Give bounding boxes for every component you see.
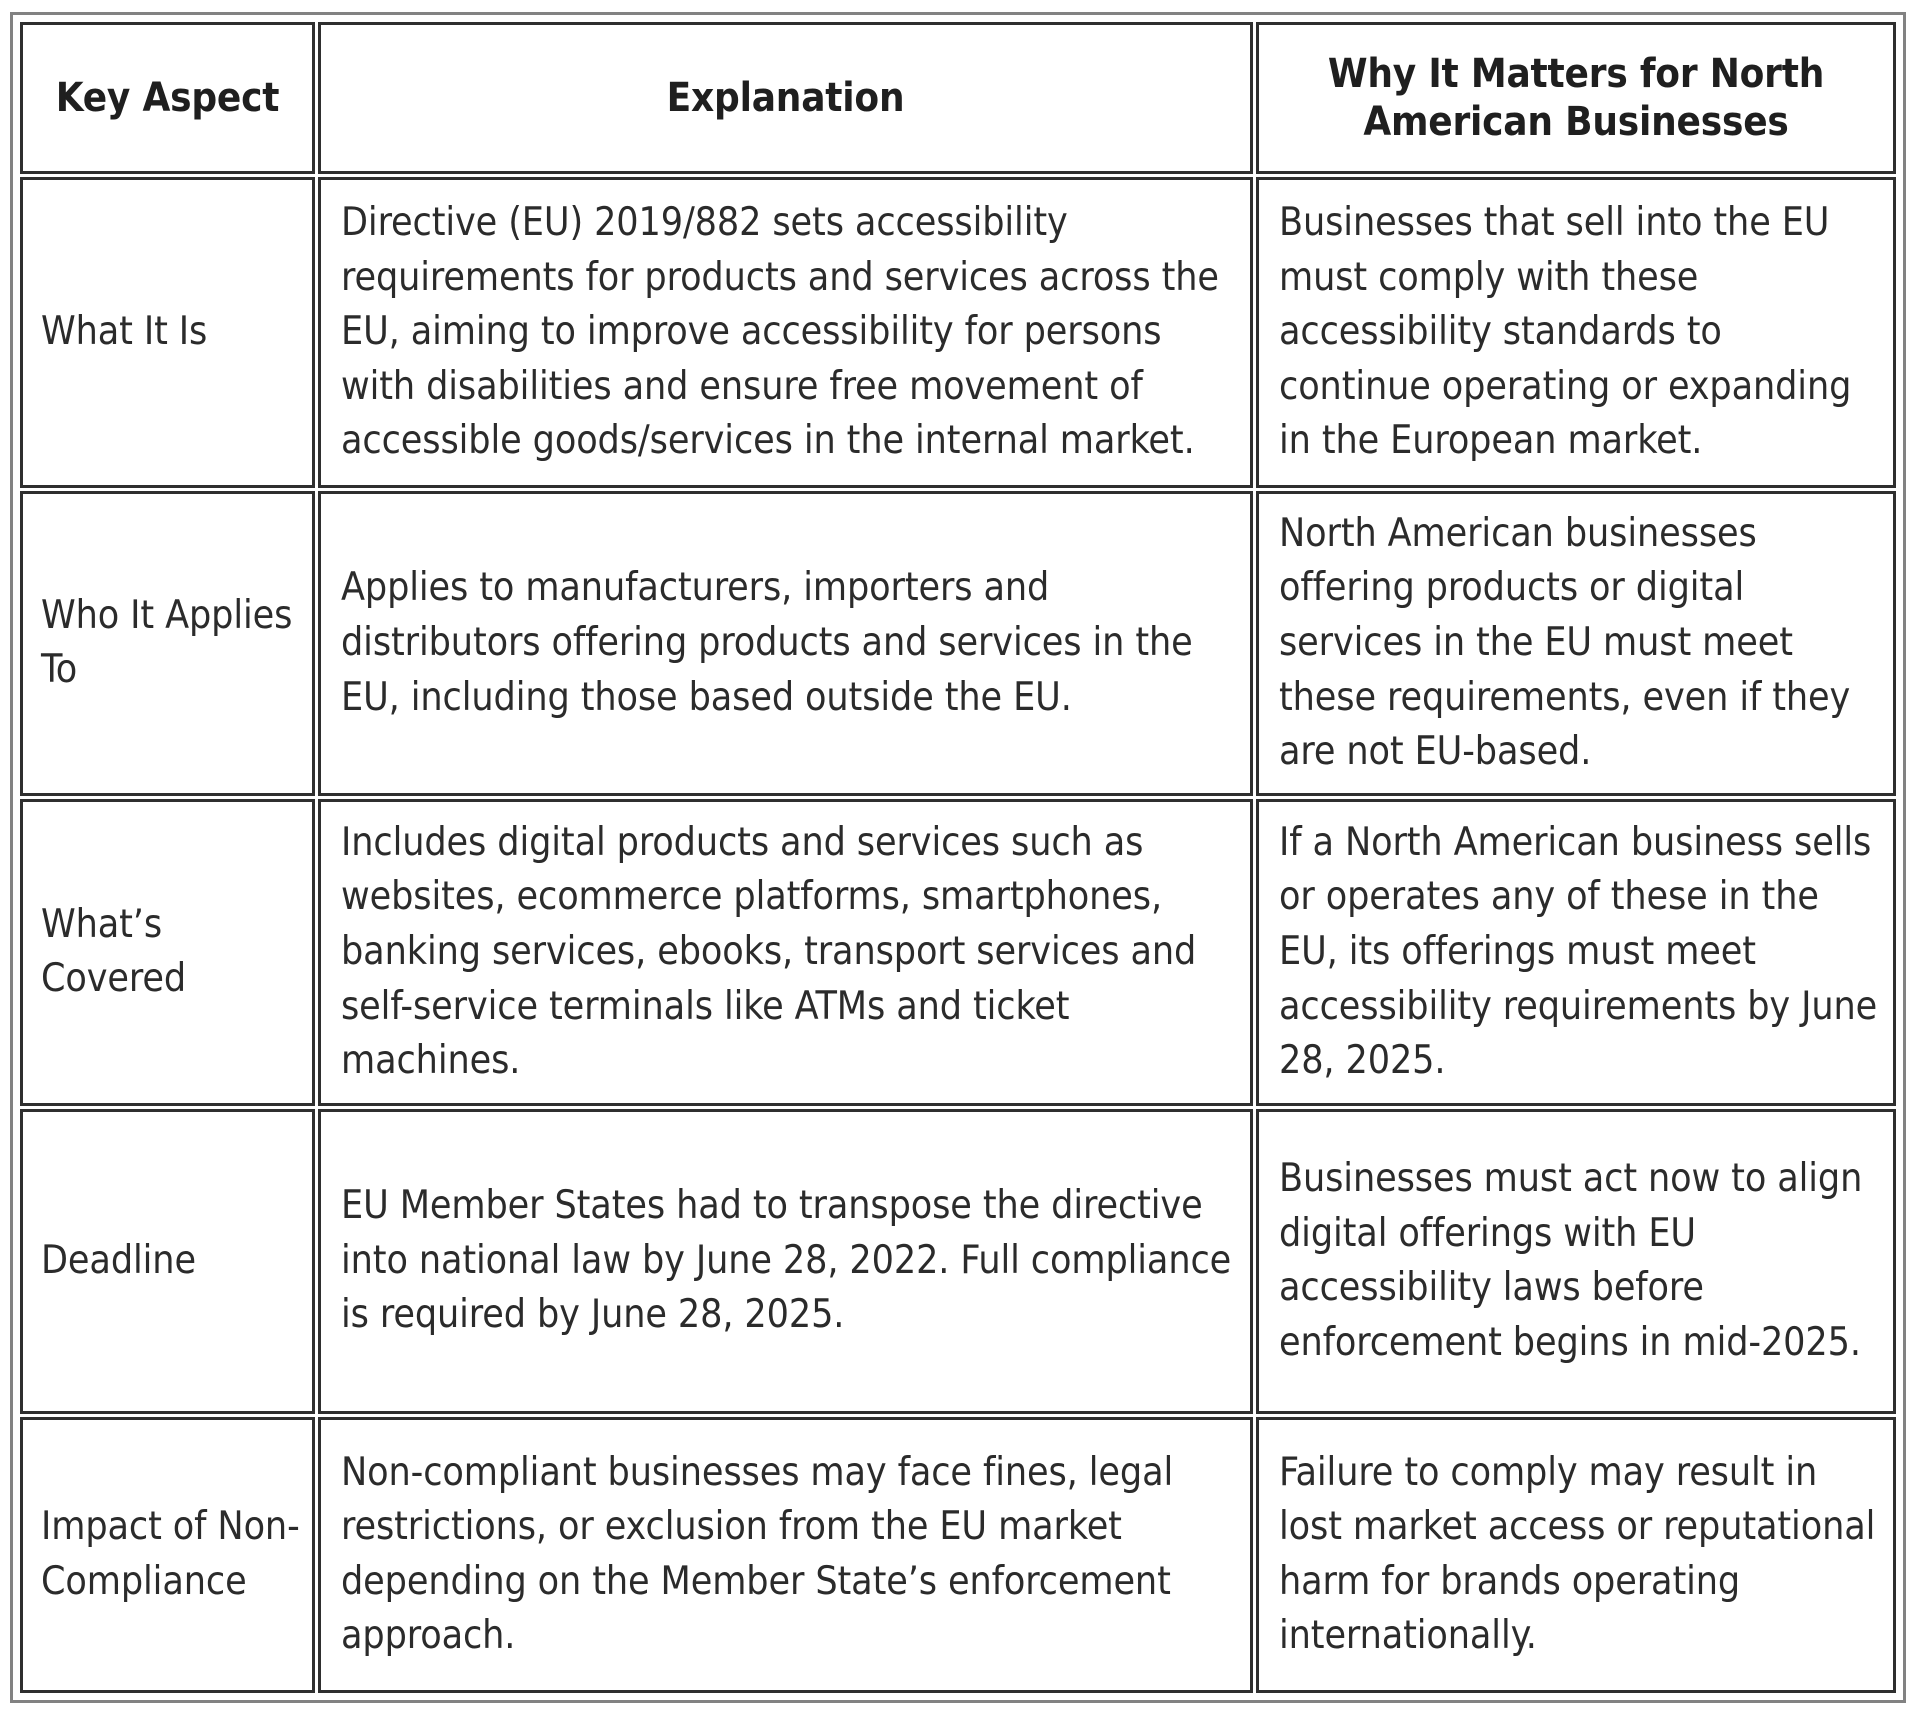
explanation-text: Non-compliant businesses may face fines, legal restrictions, or exclusion from the EU market depending on the Member State’s enforcement approach. <box>341 1449 1174 1659</box>
table-scroll-area <box>17 19 1899 1696</box>
cell-key-aspect <box>20 1109 315 1414</box>
explanation-text: Includes digital products and services such as websites, ecommerce platforms, smartphones, banking services, ebooks, transport services and self-service terminals like ATMs and ticket machines. <box>341 819 1197 1084</box>
cell-explanation <box>318 1417 1253 1693</box>
table-row <box>20 491 1896 796</box>
column-header-key-aspect: Key Aspect <box>20 22 315 174</box>
cell-key-aspect <box>20 799 315 1106</box>
key-aspect-text: Who It Applies To <box>41 592 293 693</box>
table-row <box>20 1109 1896 1414</box>
column-header-explanation: Explanation <box>318 22 1253 174</box>
key-aspect-text: Impact of Non-Compliance <box>41 1504 300 1604</box>
cell-why-it-matters <box>1256 1417 1896 1693</box>
cell-why-it-matters <box>1256 177 1896 488</box>
table-outer-frame <box>10 12 1906 1703</box>
cell-why-it-matters <box>1256 799 1896 1106</box>
header-row <box>20 22 1896 174</box>
table-header <box>20 22 1896 174</box>
key-aspect-text: Deadline <box>41 1237 196 1283</box>
table-row <box>20 799 1896 1106</box>
why-it-matters-text: If a North American business sells or operates any of these in the EU, its offerings must meet accessibility requirements by June 28, 2025. <box>1279 819 1878 1084</box>
cell-explanation <box>318 1109 1253 1414</box>
explanation-text: Directive (EU) 2019/882 sets accessibility requirements for products and services across the EU, aiming to improve accessibility for persons with disabilities and ensure free movement of accessible goods/services in the internal market. <box>341 199 1219 464</box>
table-row <box>20 177 1896 488</box>
key-aspect-text: What’s Covered <box>41 901 187 1002</box>
explanation-text: EU Member States had to transpose the directive into national law by June 28, 2022. Full compliance is required by June 28, 2025. <box>341 1183 1232 1338</box>
column-header-why-it-matters: Why It Matters for North American Businesses <box>1256 22 1896 174</box>
cell-key-aspect <box>20 491 315 796</box>
cell-key-aspect <box>20 1417 315 1693</box>
cell-key-aspect <box>20 177 315 488</box>
why-it-matters-text: Failure to comply may result in lost market access or reputational harm for brands operating internationally. <box>1279 1449 1876 1659</box>
why-it-matters-text: Businesses must act now to align digital offerings with EU accessibility laws before enforcement begins in mid-2025. <box>1279 1155 1863 1365</box>
key-aspect-table <box>17 19 1899 1696</box>
cell-explanation <box>318 799 1253 1106</box>
cell-explanation <box>318 177 1253 488</box>
explanation-text: Applies to manufacturers, importers and distributors offering products and services in the EU, including those based outside the EU. <box>341 565 1193 720</box>
key-aspect-text: What It Is <box>41 309 208 355</box>
why-it-matters-text: Businesses that sell into the EU must comply with these accessibility standards to continue operating or expanding in the European market. <box>1279 199 1852 464</box>
table-row <box>20 1417 1896 1693</box>
cell-why-it-matters <box>1256 491 1896 796</box>
cell-why-it-matters <box>1256 1109 1896 1414</box>
table-body <box>20 177 1896 1693</box>
cell-explanation <box>318 491 1253 796</box>
why-it-matters-text: North American businesses offering products or digital services in the EU must meet these requirements, even if they are not EU-based. <box>1279 510 1851 775</box>
